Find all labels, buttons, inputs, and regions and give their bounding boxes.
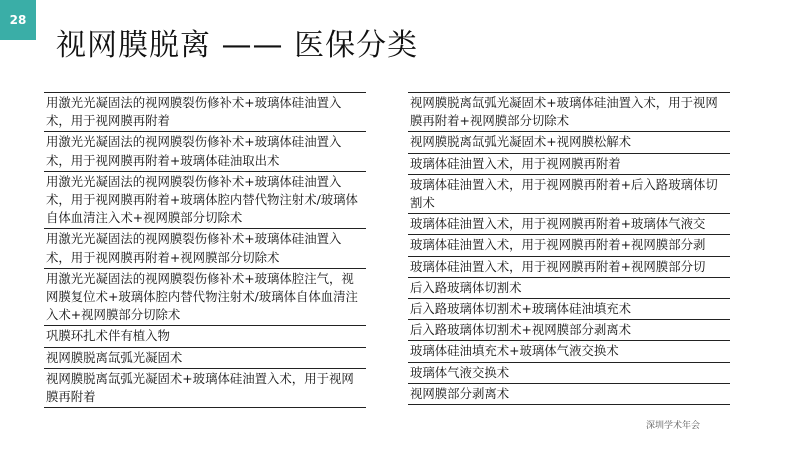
list-item: 视网膜脱离氙弧光凝固术+玻璃体硅油置入术，用于视网膜再附着 xyxy=(44,369,366,408)
list-item: 视网膜脱离氙弧光凝固术 xyxy=(44,348,366,369)
list-item: 用激光光凝固法的视网膜裂伤修补术+玻璃体硅油置入术，用于视网膜再附着+玻璃体腔内替代物注射术/玻璃体自体血清注入术+视网膜部分切除术 xyxy=(44,172,366,230)
list-item: 玻璃体硅油置入术，用于视网膜再附着+视网膜部分剥 xyxy=(408,235,730,256)
slide-title: 视网膜脱离 —— 医保分类 xyxy=(56,28,419,63)
list-item: 用激光光凝固法的视网膜裂伤修补术+玻璃体硅油置入术，用于视网膜再附着 xyxy=(44,93,366,132)
page-number-badge: 28 xyxy=(0,0,36,40)
list-item: 玻璃体硅油置入术，用于视网膜再附着+后入路玻璃体切割术 xyxy=(408,175,730,214)
list-item: 玻璃体气液交换术 xyxy=(408,363,730,384)
list-item: 后入路玻璃体切割术+视网膜部分剥离术 xyxy=(408,320,730,341)
footer-text: 深圳学术年会 xyxy=(645,421,700,431)
list-item: 玻璃体硅油置入术，用于视网膜再附着+玻璃体气液交 xyxy=(408,214,730,235)
right-procedure-list xyxy=(408,92,730,405)
list-item: 巩膜环扎术伴有植入物 xyxy=(44,326,366,347)
list-item: 玻璃体硅油置入术，用于视网膜再附着 xyxy=(408,154,730,175)
list-item: 视网膜脱离氙弧光凝固术+视网膜松解术 xyxy=(408,132,730,153)
list-item: 用激光光凝固法的视网膜裂伤修补术+玻璃体硅油置入术，用于视网膜再附着+玻璃体硅油取出术 xyxy=(44,132,366,171)
list-item: 视网膜脱离氙弧光凝固术+玻璃体硅油置入术，用于视网膜再附着+视网膜部分切除术 xyxy=(408,93,730,132)
list-item: 后入路玻璃体切割术+玻璃体硅油填充术 xyxy=(408,299,730,320)
left-procedure-list xyxy=(44,92,366,408)
list-item: 后入路玻璃体切割术 xyxy=(408,278,730,299)
list-item: 用激光光凝固法的视网膜裂伤修补术+玻璃体硅油置入术，用于视网膜再附着+视网膜部分切除术 xyxy=(44,229,366,268)
list-item: 用激光光凝固法的视网膜裂伤修补术+玻璃体腔注气，视网膜复位术+玻璃体腔内替代物注射术/玻璃体自体血清注入术+视网膜部分切除术 xyxy=(44,269,366,327)
list-item: 玻璃体硅油填充术+玻璃体气液交换术 xyxy=(408,341,730,362)
list-item: 玻璃体硅油置入术，用于视网膜再附着+视网膜部分切 xyxy=(408,257,730,278)
list-item: 视网膜部分剥离术 xyxy=(408,384,730,405)
